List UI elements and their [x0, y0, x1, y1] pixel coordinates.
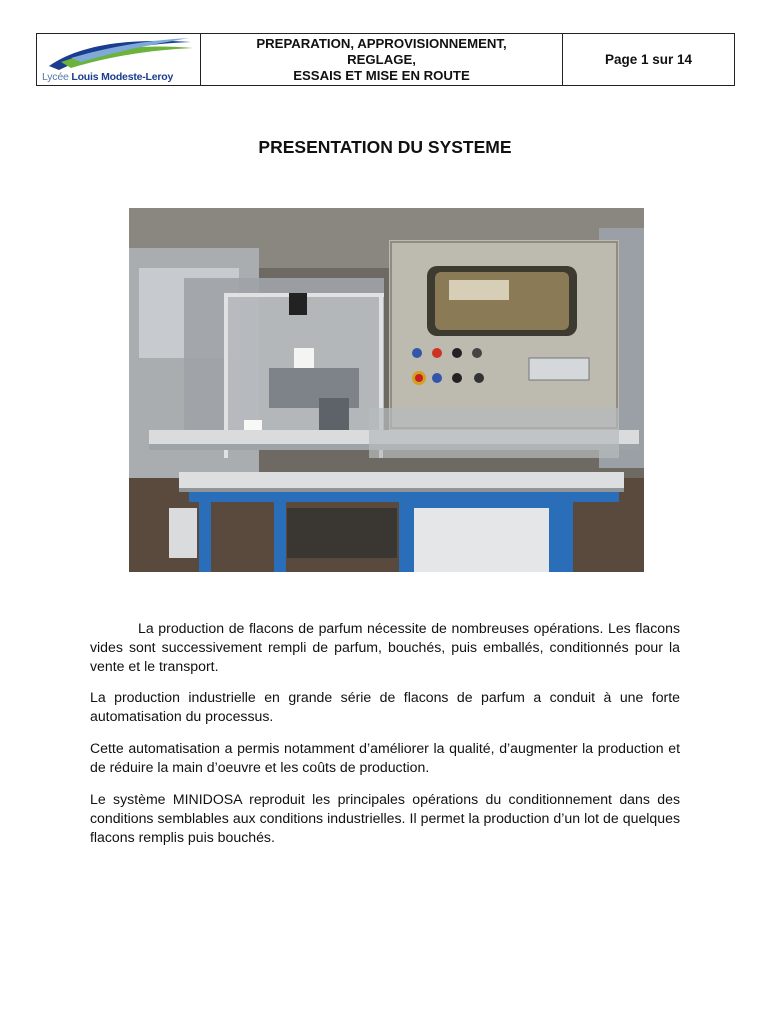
paragraph: La production de flacons de parfum nécessite de nombreuses opérations. Les flacons vides sont successivement rempli de parfum, bouchés, puis emballés, conditionnés pour la vente et le transport. — [90, 620, 680, 674]
paragraph: Cette automatisation a permis notamment d’améliorer la qualité, d’augmenter la production et de réduire la main d’oeuvre et les coûts de production. — [90, 740, 680, 775]
paragraph: Le système MINIDOSA reproduit les principales opérations du conditionnement dans des conditions semblables aux conditions industrielles. Il permet la production d’un lot de quelques flacons remplis puis bouchés. — [90, 791, 680, 845]
logo-text — [42, 71, 173, 83]
logo-swoosh-icon — [41, 36, 197, 72]
paragraph: La production industrielle en grande série de flacons de parfum a conduit à une forte automatisation du processus. — [90, 689, 680, 724]
page-number: Page 1 sur 14 — [604, 52, 693, 67]
logo-text-prefix: Lycée — [42, 71, 69, 83]
machine-photo — [129, 208, 644, 572]
document-title: PRESENTATION DU SYSTEME — [258, 137, 512, 157]
header-title-line: PREPARATION, APPROVISIONNEMENT, — [256, 35, 507, 51]
header-title-cell — [201, 34, 563, 85]
logo-text-name: Louis Modeste-Leroy — [71, 71, 174, 83]
header-title-line: ESSAIS ET MISE EN ROUTE — [293, 67, 470, 83]
header-title — [256, 36, 506, 84]
page-number-cell — [563, 34, 734, 85]
document-header — [36, 33, 735, 86]
header-title-line: REGLAGE, — [347, 51, 416, 67]
school-logo — [37, 34, 201, 85]
machine-photo-image — [129, 208, 644, 572]
